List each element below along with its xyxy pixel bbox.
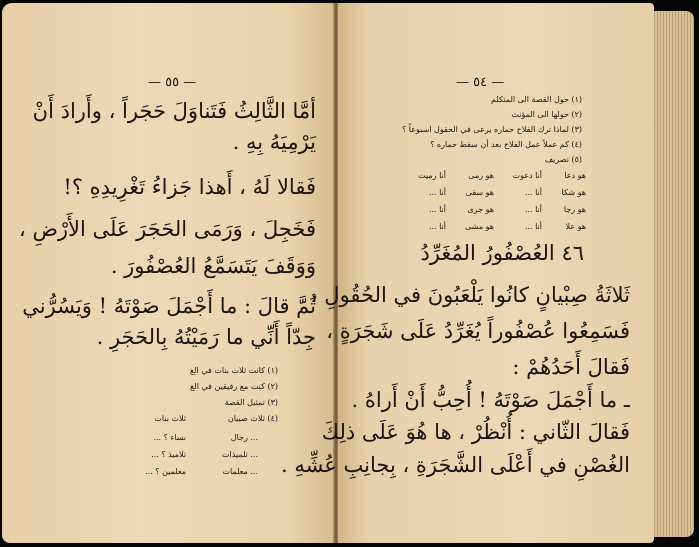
conj-cell: هو جرى [467, 205, 494, 214]
left-table-cell: ... معلمات [222, 467, 258, 476]
conj-cell: أنا دعوت [512, 171, 542, 180]
right-text-line-6: الغُصْنِ في أَعْلَى الشَّجَرَةِ ، بِجانِبِ عُشِّهِ . [280, 453, 630, 477]
open-book [2, 3, 696, 543]
left-exercise-4: (٤) ثلاث صبيان [227, 414, 278, 423]
conj-cell: أنا ... [524, 205, 542, 214]
right-text-line-1: ثَلاثَةُ صِبْيانٍ كانُوا يَلْعَبُونَ في الحُقُولِ ، [310, 283, 630, 307]
conj-cell: هو سقى [465, 188, 494, 197]
conj-cell: هو مشى [465, 222, 494, 231]
left-text-line-3: فَقالا لَهُ ، أَهذا جَزاءُ تَغْرِيدِهِ ؟! [63, 175, 316, 199]
right-page [280, 3, 654, 543]
left-table-cell: ... تلميذات [221, 450, 258, 459]
conj-cell: أنا ... [428, 222, 446, 231]
conj-cell: هو رمى [468, 171, 494, 180]
left-text-line-7: جِدّاً أَنِّي ما رَمَيْتُهُ بِالحَجَرِ . [96, 325, 316, 349]
left-text-line-1: أمَّا الثَّالِثُ فَتَناوَلَ حَجَراً ، وأَرادَ أَنْ [32, 99, 316, 123]
left-text-line-2: يَرْمِيَهُ بِهِ . [232, 130, 316, 154]
left-text-line-5: وَوَقَفَ يَتَسَمَّعُ العُصْفُورَ . [110, 254, 316, 278]
right-text-line-2: فَسَمِعُوا عُصْفُوراً يُغَرِّدُ عَلَى شَجَرَةٍ ، [326, 319, 630, 343]
left-table-cell: تلاميذ ؟ ... [151, 450, 186, 459]
right-question-4: (٤) كم عملاً عمل الفلاح بعد أن سقط حماره ؟ [430, 140, 582, 149]
right-text-line-5: فَقالَ الثّاني : أُنْظُرْ ، ها هُوَ عَلَى ذلِكَ [321, 420, 630, 444]
right-page-number: — ٥٤ — [456, 75, 505, 90]
right-text-line-3: فَقالَ أَحَدُهُمْ : [512, 355, 630, 379]
right-question-2: (٢) حولها الى المؤنث [511, 110, 582, 119]
left-text-line-4: فَخَجِلَ ، وَرَمَى الحَجَرَ عَلَى الأَرْضِ ، [19, 217, 316, 241]
conj-cell: هو شكا [561, 188, 586, 197]
conj-cell: هو دعا [564, 171, 586, 180]
right-question-1: (١) حول القصة الى المتكلم [491, 95, 582, 104]
conj-cell: أنا ... [428, 188, 446, 197]
conj-cell: هو علا [565, 222, 586, 231]
conj-cell: هو رجا [563, 205, 586, 214]
right-text-line-4: ـ ما أَجْمَلَ صَوْتَهُ ! أُحِبُّ أَنْ أَراهُ . [351, 388, 630, 412]
left-exercise-1: (١) كانت ثلاث بنات في الغ [189, 366, 278, 375]
left-table-cell: معلمين ؟ ... [145, 467, 186, 476]
left-exercise-2: (٢) كنت مع رفيقين في الغ [190, 382, 278, 391]
conj-cell: أنا ... [428, 205, 446, 214]
conj-cell: أنا رميت [418, 171, 446, 180]
conj-cell: أنا ... [524, 222, 542, 231]
page-edges [652, 11, 694, 537]
lesson-title: ٤٦ العُصْفُورُ المُغَرِّدُ [420, 241, 584, 265]
left-table-header: ثلاث بنات [154, 414, 186, 423]
left-text-line-6: ثُمَّ قالَ : ما أَجْمَلَ صَوْتَهُ ! وَيَسُرُّني [22, 294, 316, 318]
left-page-number: — ٥٥ — [148, 75, 197, 90]
left-exercise-3: (٣) تمثيل القصة [224, 398, 278, 407]
left-table-cell: ... رجال [230, 433, 258, 442]
right-question-3: (٣) لماذا ترك الفلاح حماره يرعى في الحقول اسبوعاً ؟ [402, 125, 582, 134]
conj-cell: أنا ... [524, 188, 542, 197]
left-table-cell: نساء ؟ ... [153, 433, 186, 442]
right-question-5: (٥) تصريف [544, 155, 582, 164]
